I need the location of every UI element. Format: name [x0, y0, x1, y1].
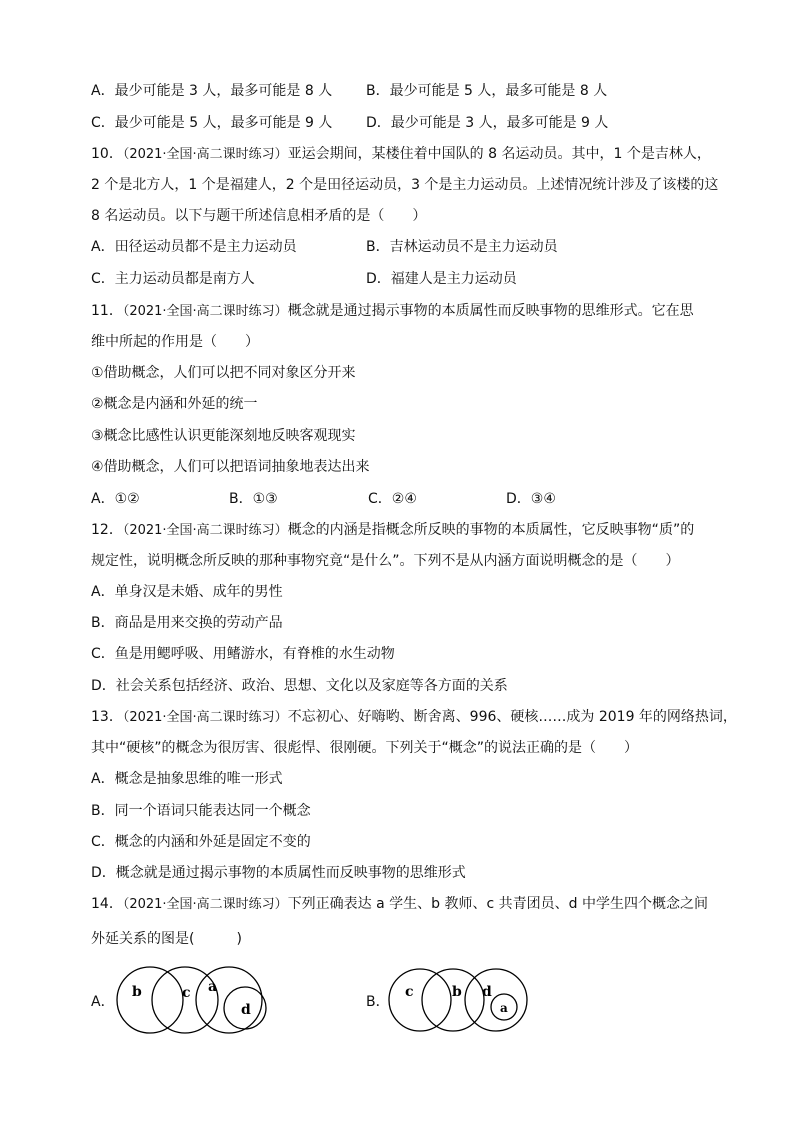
question-number: 13． [91, 709, 123, 725]
q14-stem-line-2: 外延关系的图是( ) [91, 931, 242, 947]
q11-statement-3: ③概念比感性认识更能深刻地反映客观现实 [91, 428, 356, 444]
venn-circle-b [117, 967, 183, 1033]
q10-option-c: C．主力运动员都是南方人 [91, 271, 255, 287]
q11-option-d: D．③④ [506, 491, 556, 507]
q10-stem-line-2: 2 个是北方人，1 个是福建人，2 个是田径运动员，3 个是主力运动员。上述情况统计涉及了该楼的这 [91, 177, 719, 193]
venn-circle-a [196, 967, 262, 1033]
q14-stem-line-1: 14．（2021·全国·高二课时练习）下列正确表达 a 学生、b 教师、c 共青团员、d 中学生四个概念之间 [91, 896, 708, 912]
q11-statement-2: ②概念是内涵和外延的统一 [91, 396, 258, 412]
question-source: （2021·全国·高二课时练习） [122, 897, 288, 912]
venn-label-d: d [241, 1002, 251, 1018]
q13-stem-line-2: 其中“硬核”的概念为很厉害、很彪悍、很刚硬。下列关于“概念”的说法正确的是（ ） [91, 740, 639, 756]
q10-option-a: A．田径运动员都不是主力运动员 [91, 239, 297, 255]
q13-option-c: C．概念的内涵和外延是固定不变的 [91, 834, 311, 850]
q13-option-b: B．同一个语词只能表达同一个概念 [91, 803, 311, 819]
q12-stem-line-2: 规定性，说明概念所反映的那种事物究竟“是什么”。下列不是从内涵方面说明概念的是（ ） [91, 553, 680, 569]
question-number: 12． [91, 522, 123, 538]
q11-stem-line-1: 11．（2021·全国·高二课时练习）概念就是通过揭示事物的本质属性而反映事物的思维形式。它在思 [91, 303, 694, 319]
q14-option-b-letter: B． [366, 994, 390, 1010]
question-source: （2021·全国·高二课时练习） [122, 304, 288, 319]
q10-stem-line-3: 8 名运动员。以下与题干所述信息相矛盾的是（ ） [91, 208, 427, 224]
q11-statement-4: ④借助概念，人们可以把语词抽象地表达出来 [91, 459, 370, 475]
venn-circle-c [389, 969, 451, 1031]
venn-label-c: c [182, 985, 191, 1001]
q11-option-b: B．①③ [229, 491, 278, 507]
q11-option-a: A．①② [91, 491, 140, 507]
venn-label-b: b [132, 984, 142, 1000]
venn-label-c: c [405, 984, 414, 1000]
venn-label-a: a [208, 979, 218, 995]
q12-option-a: A．单身汉是未婚、成年的男性 [91, 584, 283, 600]
q13-option-a: A．概念是抽象思维的唯一形式 [91, 771, 283, 787]
q14-option-b-venn-diagram [386, 962, 536, 1038]
venn-label-a: a [500, 1001, 508, 1015]
question-number: 11． [91, 303, 123, 319]
q11-option-c: C．②④ [368, 491, 417, 507]
question-source: （2021·全国·高二课时练习） [122, 147, 288, 162]
q9-option-d: D．最少可能是 3 人，最多可能是 9 人 [366, 115, 609, 131]
question-number: 14． [91, 896, 123, 912]
q13-option-d: D．概念就是通过揭示事物的本质属性而反映事物的思维形式 [91, 865, 466, 881]
q12-option-d: D．社会关系包括经济、政治、思想、文化以及家庭等各方面的关系 [91, 678, 508, 694]
q9-option-a: A．最少可能是 3 人，最多可能是 8 人 [91, 83, 333, 99]
q10-stem-line-1: 10．（2021·全国·高二课时练习）亚运会期间，某楼住着中国队的 8 名运动员。其中，1 个是吉林人， [91, 146, 711, 162]
q10-option-d: D．福建人是主力运动员 [366, 271, 517, 287]
q9-option-c: C．最少可能是 5 人，最多可能是 9 人 [91, 115, 333, 131]
q14-option-a-venn-diagram [110, 962, 270, 1038]
q9-option-b: B．最少可能是 5 人，最多可能是 8 人 [366, 83, 608, 99]
q12-option-b: B．商品是用来交换的劳动产品 [91, 615, 283, 631]
q11-statement-1: ①借助概念，人们可以把不同对象区分开来 [91, 365, 356, 381]
question-source: （2021·全国·高二课时练习） [122, 523, 288, 538]
venn-label-b: b [452, 984, 462, 1000]
venn-label-d: d [482, 984, 492, 1000]
q11-stem-line-2: 维中所起的作用是（ ） [91, 334, 259, 350]
question-number: 10． [91, 146, 123, 162]
q14-option-a-letter: A． [91, 994, 115, 1010]
venn-circle-d [465, 969, 527, 1031]
q13-stem-line-1: 13．（2021·全国·高二课时练习）不忘初心、好嗨哟、断舍离、996、硬核……成为 2019 年的网络热词， [91, 709, 737, 725]
q10-option-b: B．吉林运动员不是主力运动员 [366, 239, 558, 255]
question-source: （2021·全国·高二课时练习） [122, 710, 288, 725]
q12-stem-line-1: 12．（2021·全国·高二课时练习）概念的内涵是指概念所反映的事物的本质属性，它反映事物“质”的 [91, 522, 695, 538]
q12-option-c: C．鱼是用鳃呼吸、用鳍游水，有脊椎的水生动物 [91, 646, 395, 662]
